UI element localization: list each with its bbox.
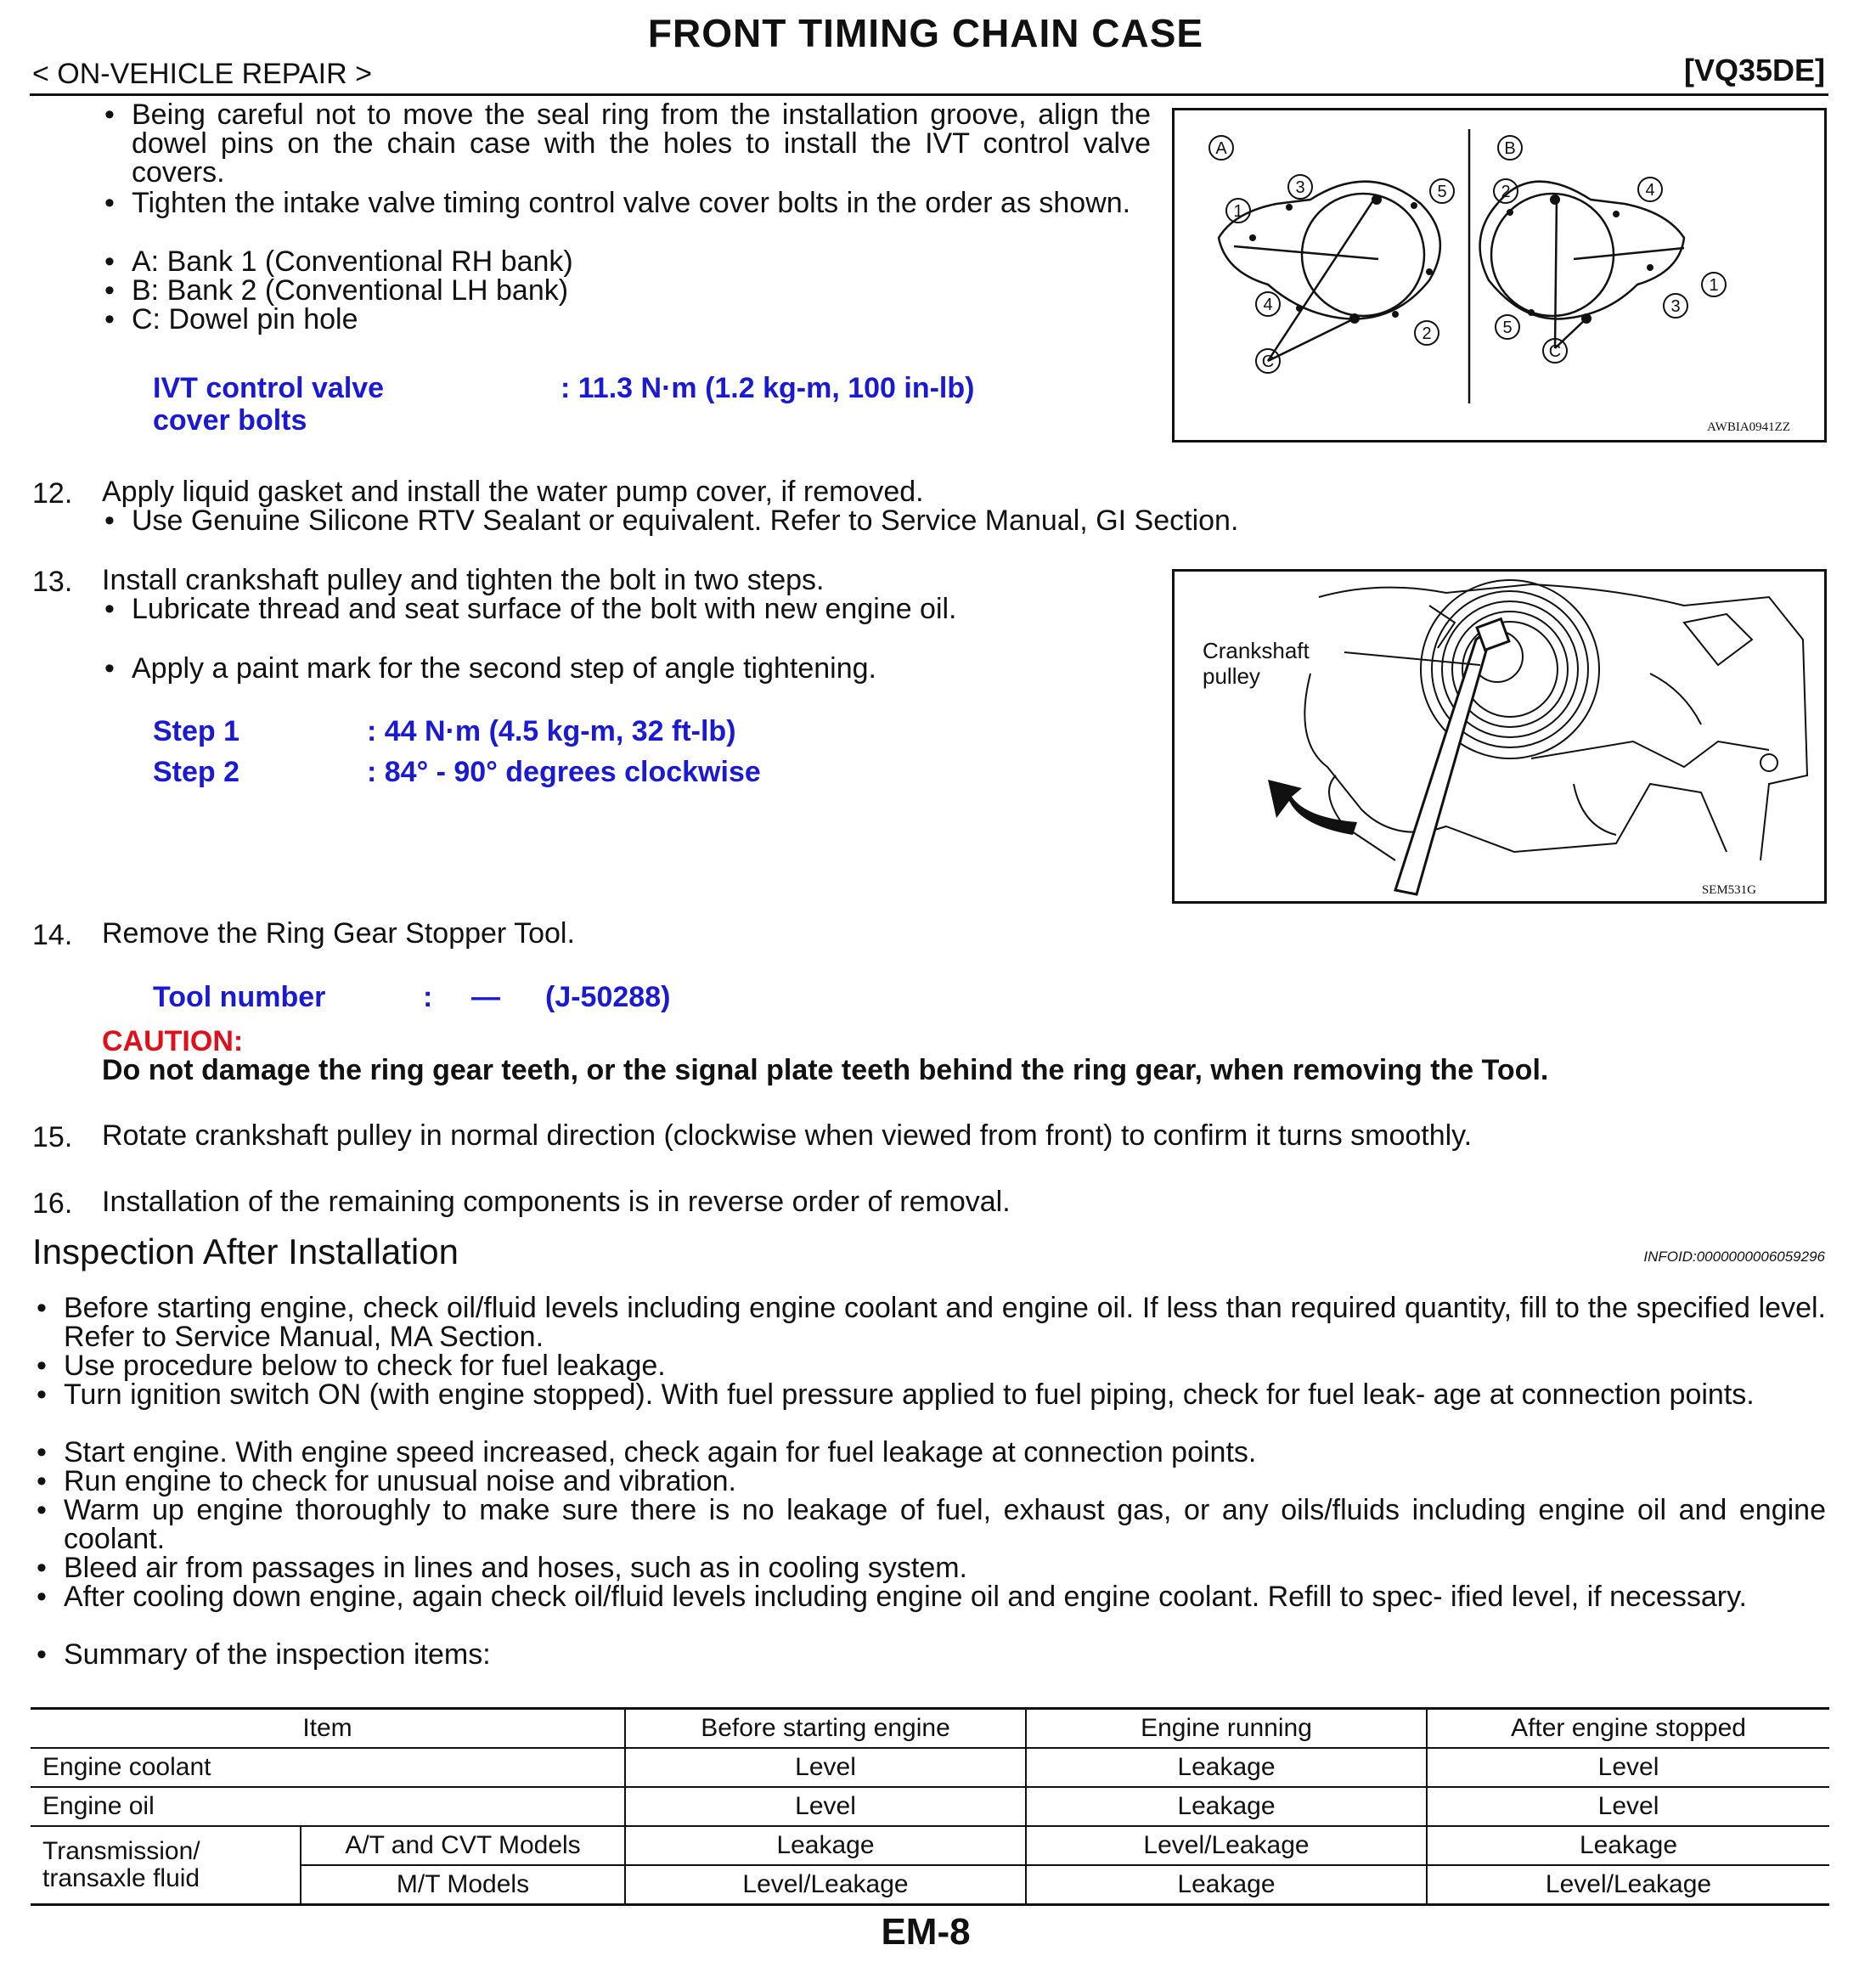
- label-c: C: [1548, 342, 1562, 361]
- bolt-number: 1: [1233, 202, 1243, 221]
- bolt-number: 3: [1295, 178, 1305, 197]
- table-cell: Leakage: [1427, 1826, 1829, 1865]
- spec-label: Step 2: [153, 756, 240, 788]
- label-b: B: [1504, 139, 1516, 158]
- bolt-number: 2: [1422, 324, 1432, 343]
- caution-label: CAUTION:: [102, 1025, 244, 1057]
- callout-label: pulley: [1203, 663, 1260, 689]
- tool-label: Tool number: [153, 981, 326, 1013]
- list-item: • Being careful not to move the seal ring from the installation groove, align the dowel pins on the chain case with the holes to install the IVT control valve covers.: [132, 100, 1151, 187]
- bolt-number: 5: [1437, 183, 1447, 201]
- section-label: < ON-VEHICLE REPAIR >: [32, 58, 372, 90]
- list-item: • Lubricate thread and seat surface of the bolt with new engine oil.: [132, 595, 1151, 623]
- page-number: EM-8: [881, 1911, 971, 1953]
- table-row: [31, 1748, 1829, 1787]
- figure-code: AWBIA0941ZZ: [1707, 420, 1790, 434]
- bolt-number: 5: [1502, 318, 1513, 337]
- row-label-line: Transmission/: [42, 1837, 200, 1865]
- table-row: [31, 1826, 1829, 1865]
- step-number: 12.: [32, 477, 73, 510]
- table-cell: Leakage: [1026, 1748, 1427, 1787]
- spec-label: IVT control valve: [153, 372, 385, 404]
- column-header: Before starting engine: [625, 1710, 1026, 1748]
- list-item: • Before starting engine, check oil/fluid levels including engine coolant and engine oil. If less than required quantity, fill to the specified level. Refer to Service Manual, MA Section.: [64, 1294, 1826, 1351]
- engine-code: [VQ35DE]: [1683, 53, 1825, 87]
- table-cell: Level/Leakage: [625, 1865, 1026, 1903]
- step-text: Rotate crankshaft pulley in normal direction (clockwise when viewed from front) to confirm it turns smoothly.: [102, 1119, 1473, 1152]
- table-cell: Level/Leakage: [1427, 1865, 1829, 1903]
- step-number: 15.: [32, 1121, 73, 1153]
- row-label: [31, 1826, 301, 1903]
- row-label-line: transaxle fluid: [42, 1864, 200, 1892]
- spec-label: cover bolts: [153, 404, 307, 437]
- row-label: Engine oil: [31, 1787, 625, 1826]
- list-item: • A: Bank 1 (Conventional RH bank): [132, 247, 573, 276]
- step-number: 16.: [32, 1187, 73, 1220]
- list-item: • Turn ignition switch ON (with engine stopped). With fuel pressure applied to fuel piping, check for fuel leak- age at connection points.: [64, 1380, 1826, 1409]
- table-cell: Leakage: [625, 1826, 1026, 1865]
- table-header-row: [31, 1710, 1829, 1748]
- step-text: Remove the Ring Gear Stopper Tool.: [102, 917, 575, 950]
- table-cell: Level/Leakage: [1026, 1826, 1427, 1865]
- spec-value: : 44 N·m (4.5 kg-m, 32 ft-lb): [367, 715, 736, 747]
- list-item: • Use Genuine Silicone RTV Sealant or equivalent. Refer to Service Manual, GI Section.: [132, 506, 1238, 535]
- list-item: • Run engine to check for unusual noise and vibration.: [64, 1467, 736, 1496]
- page-title: FRONT TIMING CHAIN CASE: [647, 11, 1204, 55]
- bolt-number: 3: [1670, 297, 1681, 316]
- step-number: 13.: [32, 566, 73, 598]
- list-item: • Warm up engine thoroughly to make sure there is no leakage of fuel, exhaust gas, or any oils/fluids including engine oil and engine coolant.: [64, 1496, 1826, 1553]
- list-item: • Start engine. With engine speed increased, check again for fuel leakage at connection points.: [64, 1438, 1256, 1467]
- crankshaft-pulley-figure: [1172, 569, 1827, 904]
- list-item: • Tighten the intake valve timing control valve cover bolts in the order as shown.: [132, 189, 1151, 217]
- column-header: After engine stopped: [1427, 1710, 1829, 1748]
- list-item: • C: Dowel pin hole: [132, 305, 358, 334]
- table-cell: Level: [625, 1748, 1026, 1787]
- row-sublabel: A/T and CVT Models: [301, 1826, 625, 1865]
- table-cell: Level: [1427, 1787, 1829, 1826]
- info-id: INFOID:0000000006059296: [1643, 1249, 1825, 1265]
- row-sublabel: M/T Models: [301, 1865, 625, 1903]
- step-text: Apply liquid gasket and install the water pump cover, if removed.: [102, 476, 924, 508]
- label-c: C: [1261, 352, 1275, 371]
- cover-bolt-diagram: [1175, 110, 1824, 440]
- column-header: Engine running: [1026, 1710, 1427, 1748]
- list-item: • B: Bank 2 (Conventional LH bank): [132, 276, 568, 305]
- table-cell: Level: [1427, 1748, 1829, 1787]
- list-item: • Apply a paint mark for the second step of angle tightening.: [132, 654, 876, 683]
- crankshaft-pulley-drawing: [1175, 572, 1824, 901]
- tool-number: (J-50288): [545, 981, 671, 1013]
- inspection-table: [31, 1707, 1829, 1906]
- table-row: [31, 1865, 1829, 1903]
- figure-code: SEM531G: [1701, 883, 1756, 897]
- callout-label: Crankshaft: [1203, 638, 1310, 663]
- step-text: Install crankshaft pulley and tighten the bolt in two steps.: [102, 564, 825, 596]
- spec-label: Step 1: [153, 715, 240, 747]
- column-header: Item: [302, 1714, 352, 1742]
- bolt-number: 4: [1645, 181, 1655, 200]
- header-rule: [30, 93, 1828, 96]
- row-label: Engine coolant: [31, 1748, 625, 1787]
- table-row: [31, 1787, 1829, 1826]
- caution-text: Do not damage the ring gear teeth, or the signal plate teeth behind the ring gear, when removing the Tool.: [102, 1054, 1549, 1086]
- bolt-number: 4: [1263, 296, 1273, 314]
- bolt-order-figure: [1172, 108, 1827, 443]
- step-text: Installation of the remaining components is in reverse order of removal.: [102, 1186, 1011, 1218]
- spec-value: : 84° - 90° degrees clockwise: [367, 756, 761, 788]
- bolt-number: 2: [1501, 183, 1511, 201]
- section-heading: Inspection After Installation: [32, 1232, 459, 1271]
- list-item: • Bleed air from passages in lines and hoses, such as in cooling system.: [64, 1553, 967, 1582]
- tool-dash: —: [471, 981, 500, 1013]
- list-item: • After cooling down engine, again check oil/fluid levels including engine oil and engine coolant. Refill to spec- ified level, if necessary.: [64, 1582, 1826, 1611]
- label-a: A: [1215, 139, 1227, 158]
- table-cell: Leakage: [1026, 1787, 1427, 1826]
- tool-colon: :: [423, 981, 433, 1013]
- table-cell: Level: [625, 1787, 1026, 1826]
- list-item: • Use procedure below to check for fuel leakage.: [64, 1351, 666, 1380]
- spec-value: : 11.3 N·m (1.2 kg-m, 100 in-lb): [561, 372, 975, 404]
- step-number: 14.: [32, 919, 73, 951]
- bolt-number: 1: [1709, 276, 1719, 295]
- list-item: • Summary of the inspection items:: [64, 1640, 491, 1669]
- table-cell: Leakage: [1026, 1865, 1427, 1903]
